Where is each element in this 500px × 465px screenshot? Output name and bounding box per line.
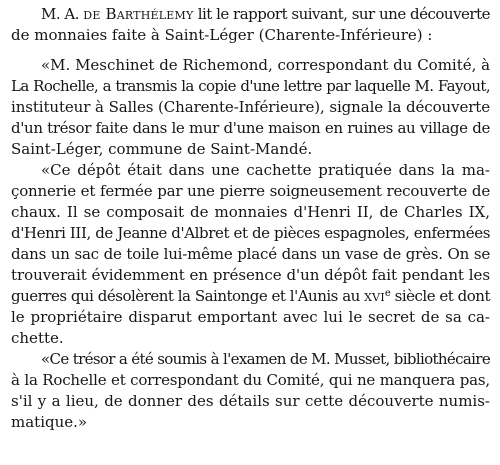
p2-line-7 — [11, 286, 490, 307]
century-superscript: e — [384, 288, 391, 299]
report-paragraph-1 — [11, 55, 490, 160]
p3-line-4: matique.» — [11, 413, 88, 431]
paragraph-gap — [11, 46, 490, 55]
p3-line-3: s'il y a lieu, de donner des détails sur cette découverte numis- — [11, 392, 490, 410]
intro-prefix: M. A. — [41, 5, 84, 23]
p2-line-3: chaux. Il se composait de monnaies d'Henri II, de Charles IX, — [11, 203, 490, 221]
p2-line-7-start: guerres qui désolèrent la Saintonge et l'Aunis au — [11, 287, 365, 305]
p2-line-2: çonnerie et fermée par une pierre soigneusement recouverte de — [11, 182, 490, 200]
p2-line-1: «Ce dépôt était dans une cachette pratiquée dans la ma- — [41, 161, 490, 179]
report-paragraph-2 — [11, 160, 490, 349]
p1-line-2: La Rochelle, a transmis la copie d'une lettre par laquelle M. Fayout, — [11, 77, 490, 95]
p1-line-3: instituteur à Salles (Charente-Inférieure), signale la découverte — [11, 98, 490, 116]
intro-line-1-rest: lit le rapport suivant, sur une découverte — [193, 5, 490, 23]
speaker-name: de Barthélemy — [83, 5, 194, 23]
p3-line-2: à la Rochelle et correspondant du Comité, qui ne manquera pas, — [11, 371, 490, 389]
p3-line-1: «Ce trésor a été soumis à l'examen de M. Musset, bibliothécaire — [41, 350, 491, 368]
intro-paragraph — [11, 4, 490, 46]
p2-line-4: d'Henri III, de Jeanne d'Albret et de pièces espagnoles, enfermées — [11, 224, 490, 242]
century-roman: xvi — [364, 287, 385, 305]
intro-line-2: de monnaies faite à Saint-Léger (Charente-Inférieure) : — [11, 26, 433, 44]
p1-line-4: d'un trésor faite dans le mur d'une maison en ruines au village de — [11, 119, 490, 137]
report-paragraph-3 — [11, 349, 490, 433]
p2-line-9: chette. — [11, 329, 64, 347]
p2-line-8: le propriétaire disparut emportant avec lui le secret de sa ca- — [11, 308, 490, 326]
p2-line-7-rest: siècle et dont — [390, 287, 490, 305]
p2-line-6: trouverait évidemment en présence d'un dépôt fait pendant les — [11, 266, 490, 284]
p2-line-5: dans un sac de toile lui-même placé dans un vase de grès. On se — [11, 245, 490, 263]
p1-line-1: «M. Meschinet de Richemond, correspondant du Comité, à — [41, 56, 491, 74]
intro-line-1 — [11, 4, 490, 25]
p1-line-5: Saint-Léger, commune de Saint-Mandé. — [11, 140, 313, 158]
